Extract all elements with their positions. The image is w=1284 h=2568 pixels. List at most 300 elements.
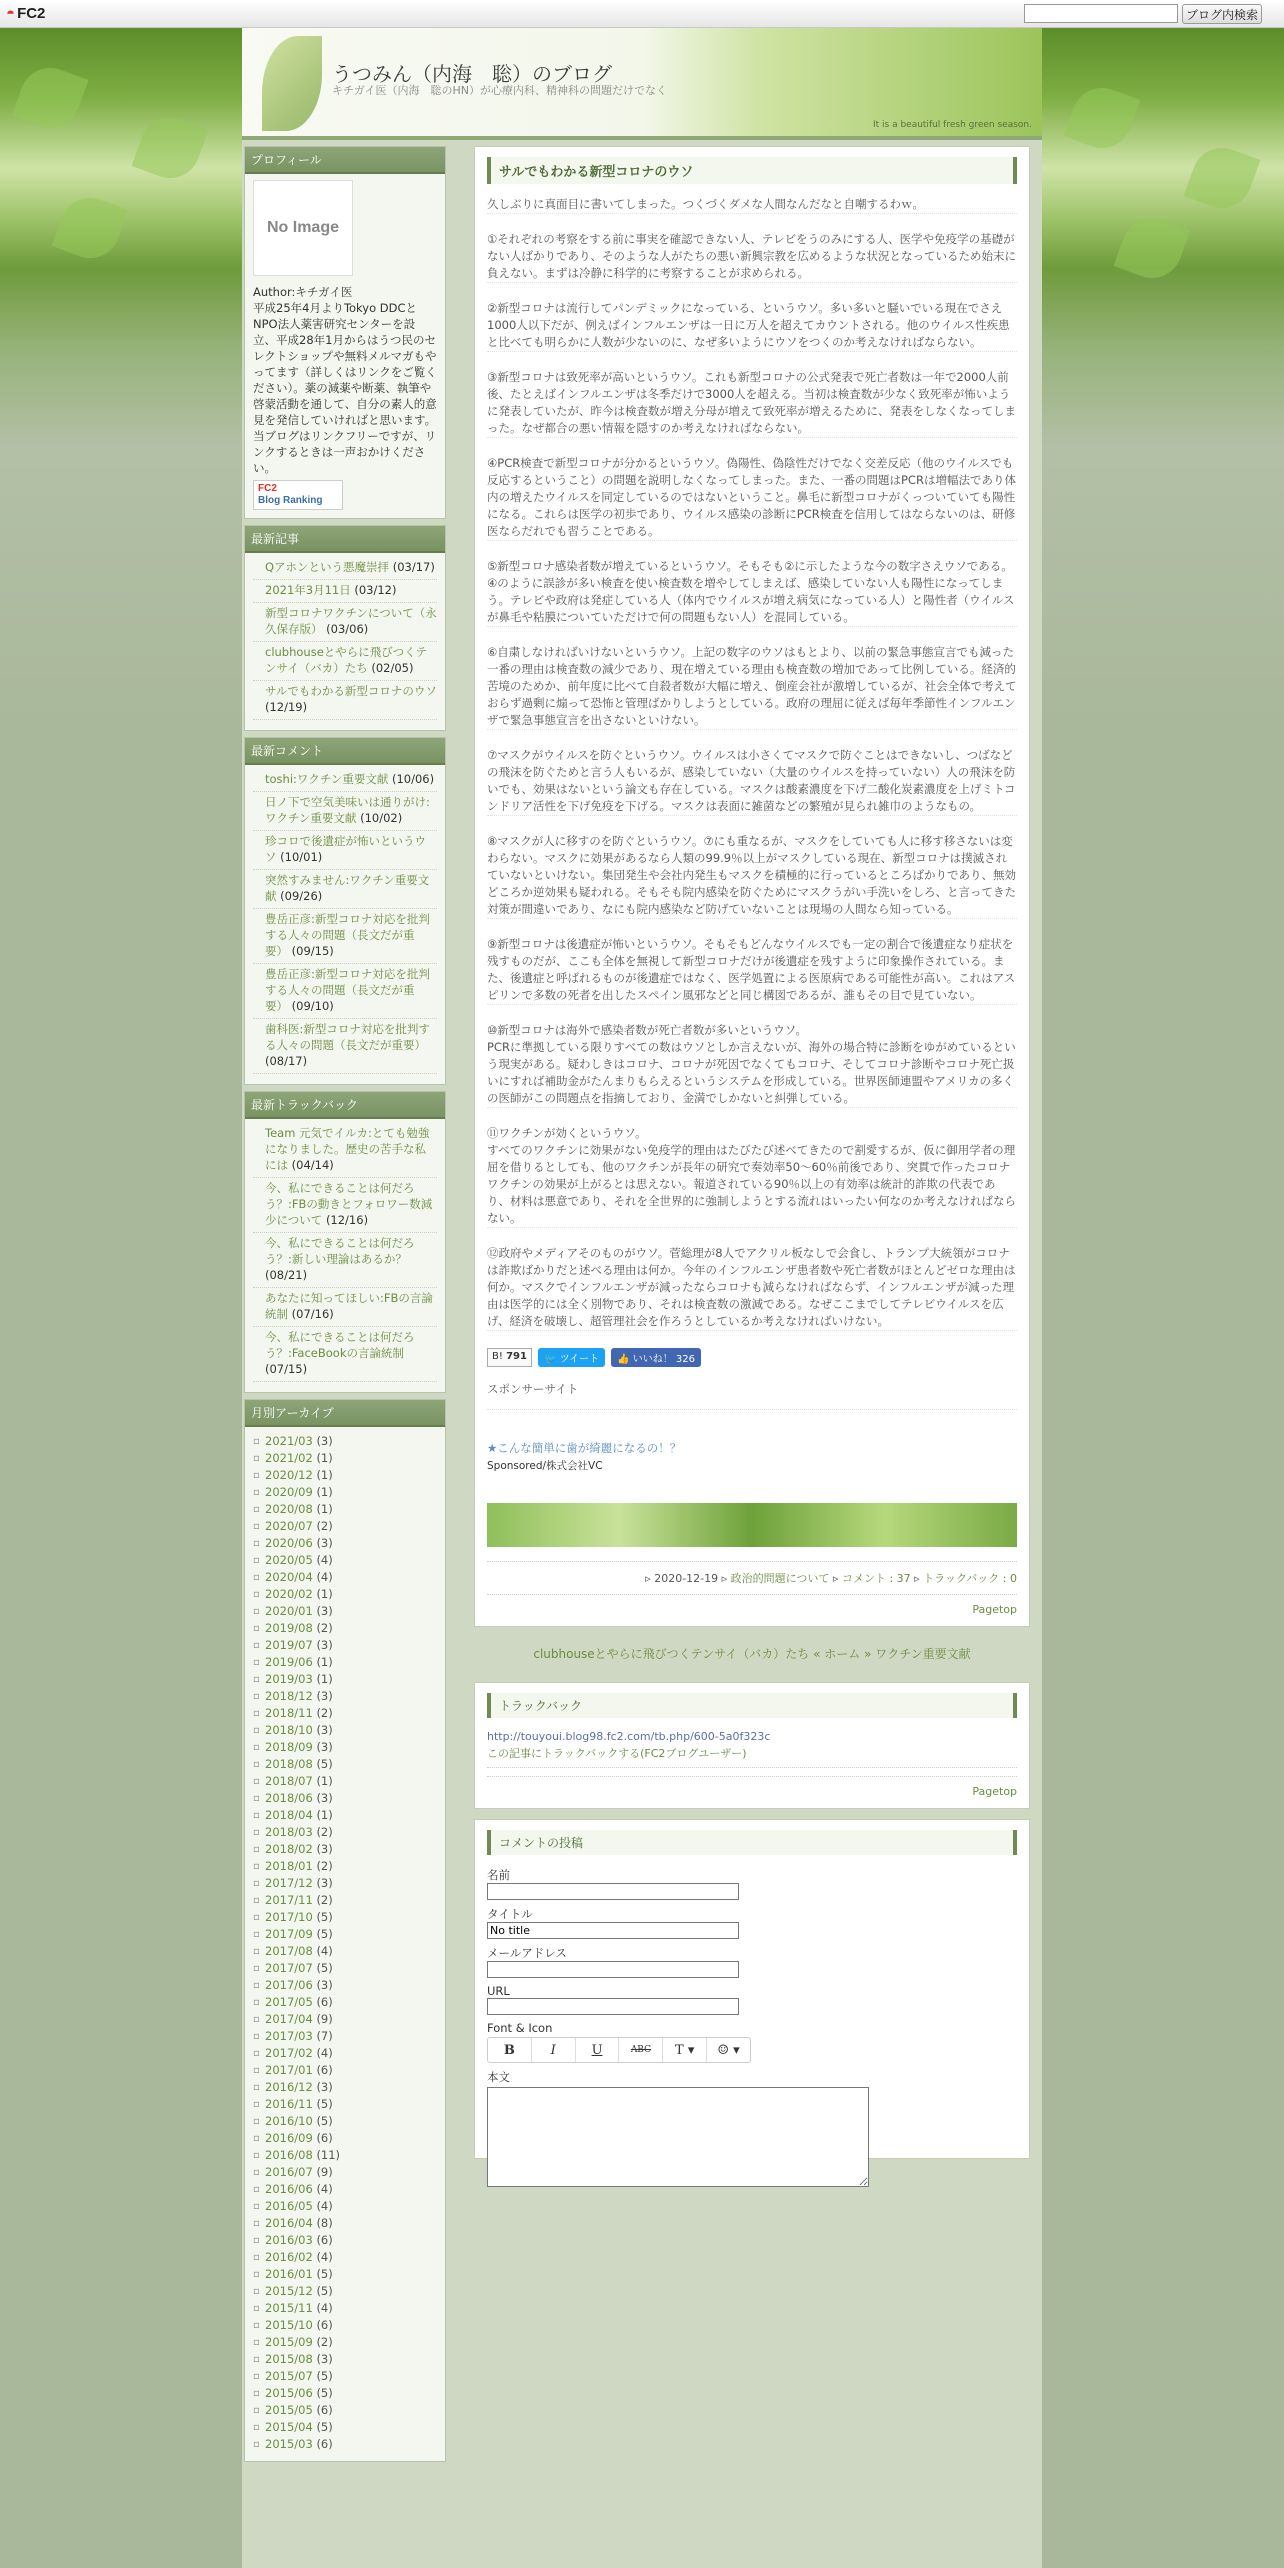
trackback-url[interactable]: http://touyoui.blog98.fc2.com/tb.php/600-5a0f323c (487, 1730, 771, 1743)
archive-month-link[interactable]: 2019/03 (265, 1672, 313, 1686)
archive-count: (5) (316, 2369, 333, 2383)
archive-month-link[interactable]: 2018/11 (265, 1706, 313, 1720)
list-item-link[interactable]: 突然すみません:ワクチン重要文献 (265, 873, 430, 903)
list-item (253, 771, 437, 792)
archive-count: (3) (316, 1876, 333, 1890)
archive-item (253, 2402, 437, 2419)
archive-count: (3) (316, 1723, 333, 1737)
archive-month-link[interactable]: 2019/06 (265, 1655, 313, 1669)
list-item-date: (03/17) (392, 560, 435, 574)
archive-item (253, 2113, 437, 2130)
archive-month-link[interactable]: 2016/03 (265, 2233, 313, 2247)
entry-title[interactable]: サルでもわかる新型コロナのウソ (487, 157, 1017, 184)
archive-month-link[interactable]: 2017/04 (265, 2012, 313, 2026)
header-note: It is a beautiful fresh green season. (872, 120, 1032, 130)
archive-item (253, 2079, 437, 2096)
archive-count: (7) (316, 2029, 333, 2043)
archive-month-link[interactable]: 2017/10 (265, 1910, 313, 1924)
archive-item (253, 2062, 437, 2079)
archive-count: (6) (316, 1995, 333, 2009)
list-item (253, 644, 437, 681)
archive-month-link[interactable]: 2018/06 (265, 1791, 313, 1805)
archive-month-link[interactable]: 2020/04 (265, 1570, 313, 1584)
archive-item (253, 2283, 437, 2300)
archive-item (253, 1790, 437, 1807)
list-item-date: (07/15) (265, 1362, 308, 1376)
archive-count: (2) (316, 1706, 333, 1720)
archive-month-link[interactable]: 2016/02 (265, 2250, 313, 2264)
list-item (253, 559, 437, 580)
archive-month-link[interactable]: 2015/04 (265, 2420, 313, 2434)
archive-count: (1) (316, 1587, 333, 1601)
archive-count: (6) (316, 2318, 333, 2332)
list-item (253, 911, 437, 964)
archive-month-link[interactable]: 2016/07 (265, 2165, 313, 2179)
archive-month-link[interactable]: 2018/08 (265, 1757, 313, 1771)
archive-item (253, 2300, 437, 2317)
archive-item (253, 2215, 437, 2232)
fc2-mark-icon: ◓ (6, 5, 16, 22)
list-item (253, 872, 437, 909)
archive-count: (6) (316, 2131, 333, 2145)
archive-month-link[interactable]: 2017/02 (265, 2046, 313, 2060)
archive-month-link[interactable]: 2018/01 (265, 1859, 313, 1873)
archive-month-link[interactable]: 2017/07 (265, 1961, 313, 1975)
list-item-date: (09/10) (291, 999, 334, 1013)
archive-count: (5) (316, 2097, 333, 2111)
archive-item (253, 2011, 437, 2028)
thumbs-up-icon: 👍 (617, 1354, 630, 1365)
archive-item (253, 1433, 437, 1450)
list-item-link[interactable]: Qアホンという悪魔崇拝 (265, 560, 390, 574)
prev-entry-link[interactable]: clubhouseとやらに飛びつくテンサイ（バカ）たち (533, 1647, 810, 1661)
entry-comments-link[interactable]: コメント : 37 (841, 1572, 911, 1585)
archive-count: (1) (316, 1808, 333, 1822)
archive-month-link[interactable]: 2017/03 (265, 2029, 313, 2043)
ranking-badge-top: FC2 (258, 483, 277, 494)
trackback-section (474, 1682, 1030, 1809)
list-item-date: (09/26) (280, 889, 323, 903)
archive-count: (1) (316, 1502, 333, 1516)
blog-title[interactable]: うつみん（内海 聡）のブログ (332, 62, 612, 86)
archive-count: (2) (316, 1893, 333, 1907)
strikethrough-button[interactable]: ABC (619, 2038, 663, 2062)
list-item-link[interactable]: 日ノ下で空気美味いは通りがけ:ワクチン重要文献 (265, 795, 430, 825)
entry-paragraph: ③新型コロナは致死率が高いというウソ。これも新型コロナの公式発表で死亡者数は一年で2000人前後、たとえばインフルエンザは冬季だけで3000人を超える。当初は検査数が少なく致死率が怖いように発表していたが、昨今は検査数が増え分母が増えて致死率が増えるために、発表をしなくなってしまった。なぜ都合の悪い情報を隠すのか考えなければならない。 (487, 369, 1017, 438)
ad-link[interactable]: ★こんな簡単に歯が綺麗になるの！？ (487, 1441, 682, 1455)
entry-paragraph: ⑤新型コロナ感染者数が増えているというウソ。そもそも②に示したような今の数字さえウソである。④のように誤診が多い検査を使い検査数を増やしてしまえば、感染していない人も陽性になってしまう。テレビや政府は発症している人（体内でウイルスが増え病気になっている人）と陽性者（ウイルスが鼻毛や粘膜についていただけで何の問題もない人）を混同している。 (487, 558, 1017, 627)
archive-month-link[interactable]: 2016/10 (265, 2114, 313, 2128)
list-item-link[interactable]: Team 元気でイルカ:とても勉強になりました。歴史の苦手な私には (265, 1126, 430, 1172)
archive-item (253, 1535, 437, 1552)
archive-month-link[interactable]: 2015/08 (265, 2352, 313, 2366)
archive-month-link[interactable]: 2016/08 (265, 2148, 313, 2162)
archive-count: (5) (316, 2284, 333, 2298)
bold-button[interactable]: B (488, 2038, 532, 2062)
archive-month-link[interactable]: 2015/06 (265, 2386, 313, 2400)
entry-date: 2020-12-19 (654, 1572, 719, 1585)
archive-count: (6) (316, 2403, 333, 2417)
archive-count: (6) (316, 2233, 333, 2247)
entry-paragraph: ⑥自粛しなければいけないというウソ。上記の数字のウソはもとより、以前の緊急事態宣言でも減った一番の理由は検査数の減少であり、現在増えている理由も検査数の増加であって比例している。経済的苦境のためか、前年度に比べて自殺者数が大幅に増え、倒産会社が激増しているが、社会全体で考えておらず過剰に煽って恐怖と管理ばかりしようとしている。政府の理屈に従えば毎年季節性インフルエンザで緊急事態宣言を出さないといけない。 (487, 644, 1017, 730)
list-item-link[interactable]: 今、私にできることは何だろう？:FBの動きとフォロワー数減少について (265, 1181, 433, 1227)
archive-list (253, 1433, 437, 2453)
blog-search-input[interactable] (1024, 4, 1178, 23)
archive-count: (1) (316, 1468, 333, 1482)
list-item-link[interactable]: 豊岳正彦:新型コロナ対応を批判する人々の問題（長文だが重要） (265, 912, 430, 958)
entry-paragraph: ④PCR検査で新型コロナが分かるというウソ。偽陽性、偽陰性だけでなく交差反応（他のウイルスでも反応するということ）の問題を説明しなくなってしまった。また、一番の問題はPCRは増幅法であり体内の増えたウイルスを同定しているのではないということ。鼻毛に新型コロナがくっついていても陽性になる。これらは医学の初歩であり、ウイルス感染の診断にPCR検査を信用してはならないのは、研修医ならだれでも習うことである。 (487, 455, 1017, 541)
list-item-link[interactable]: 新型コロナワクチンについて（永久保存版） (265, 606, 437, 636)
archive-count: (3) (316, 1536, 333, 1550)
archive-month-link[interactable]: 2018/02 (265, 1842, 313, 1856)
title-input[interactable] (487, 1922, 739, 1939)
archive-count: (1) (316, 1485, 333, 1499)
list-item (253, 683, 437, 720)
archive-item (253, 1960, 437, 1977)
archive-item (253, 1671, 437, 1688)
archive-month-link[interactable]: 2020/01 (265, 1604, 313, 1618)
archive-month-link[interactable]: 2016/12 (265, 2080, 313, 2094)
archive-count: (1) (316, 1672, 333, 1686)
format-toolbar (487, 2037, 751, 2063)
archive-month-link[interactable]: 2017/06 (265, 1978, 313, 1992)
archive-count: (1) (316, 1451, 333, 1465)
body-label: 本文 (487, 2070, 510, 2084)
archive-item (253, 1467, 437, 1484)
entry-paragraph: 久しぶりに真面目に書いてしまった。つくづくダメな人間なんだなと自嘲するわｗ。 (487, 196, 1017, 214)
blog-description: キチガイ医（内海 聡のHN）が心療内科、精神科の問題だけでなく (332, 84, 667, 97)
archive-item (253, 1926, 437, 1943)
archive-count: (5) (316, 1757, 333, 1771)
archive-month-link[interactable]: 2019/07 (265, 1638, 313, 1652)
list-item-date: (10/06) (391, 772, 435, 786)
list-item-date: (08/21) (265, 1268, 308, 1282)
ranking-badge-bottom: Blog Ranking (258, 495, 323, 506)
archive-count: (3) (316, 1978, 333, 1992)
archive-month-link[interactable]: 2021/03 (265, 1434, 313, 1448)
archive-count: (5) (316, 1927, 333, 1941)
list-item-date: (07/16) (291, 1307, 334, 1321)
archive-item (253, 2198, 437, 2215)
emoji-dropdown[interactable]: ☺ ▾ (717, 2042, 740, 2058)
archive-count: (8) (316, 2216, 333, 2230)
archive-item (253, 1739, 437, 1756)
entry-paragraph: ⑨新型コロナは後遺症が怖いというウソ。そもそもどんなウイルスでも一定の割合で後遺症なり症状を残すものだが、ここも全体を無視して新型コロナだけが後遺症を残すように印象操作されている。また、後遺症と呼ばれるものが後遺症ではなく、医学処置による医原病である可能性が高い。これはアスピリンで多数の死者を出したスペイン風邪などと同じ構図であるが、誰もその目で見ていない。 (487, 936, 1017, 1005)
archive-month-link[interactable]: 2018/04 (265, 1808, 313, 1822)
list-item-link[interactable]: 2021年3月11日 (265, 583, 351, 597)
archive-month-link[interactable]: 2016/06 (265, 2182, 313, 2196)
entry-paragraph: ⑦マスクがウイルスを防ぐというウソ。ウイルスは小さくてマスクで防ぐことはできないし、つばなどの飛沫を防ぐためと言う人もいるが、感染していない（大量のウイルスを持っていない）人の飛沫を防いでも、効果はないという論文も存在している。マスクは酸素濃度を下げ二酸化炭素濃度を上げミトコンドリア活性を下げ免疫を下げる。マスクは表面に雑菌などの繁殖が見られ雑巾のようなもの。 (487, 747, 1017, 816)
archive-item (253, 2096, 437, 2113)
list-item-link[interactable]: 珍コロで後遺症が怖いというウソ (265, 834, 426, 864)
archive-count: (3) (316, 1740, 333, 1754)
archive-item (253, 2385, 437, 2402)
list-item (253, 1180, 437, 1233)
archive-count: (9) (316, 2012, 333, 2026)
entry-pager: clubhouseとやらに飛びつくテンサイ（バカ）たち « ホーム » ワクチン重要文献 (533, 1647, 971, 1661)
archive-item (253, 2351, 437, 2368)
archive-month-link[interactable]: 2020/02 (265, 1587, 313, 1601)
recent-posts-list (253, 559, 437, 720)
url-label: URL (487, 1984, 510, 1998)
comment-form (474, 1819, 1030, 2159)
archive-month-link[interactable]: 2015/11 (265, 2301, 313, 2315)
archive-item (253, 2317, 437, 2334)
archive-month-link[interactable]: 2015/12 (265, 2284, 313, 2298)
list-item (253, 582, 437, 603)
list-item-date: (12/16) (325, 1213, 369, 1227)
right-leaf-background (1042, 28, 1284, 2568)
archive-item (253, 1688, 437, 1705)
archive-item (253, 2232, 437, 2249)
fc2-logo-text: FC2 (17, 5, 46, 22)
archive-item (253, 1518, 437, 1535)
archive-count: (1) (316, 1774, 333, 1788)
archive-item (253, 1875, 437, 1892)
email-label: メールアドレス (487, 1946, 567, 1960)
trackback-title: トラックバック (487, 1693, 1017, 1718)
archive-count: (4) (316, 2046, 333, 2060)
archive-month-link[interactable]: 2018/07 (265, 1774, 313, 1788)
italic-button[interactable]: I (532, 2038, 576, 2062)
ad-sponsor: Sponsored/株式会社VC (487, 1460, 603, 1472)
archive-item (253, 2249, 437, 2266)
pagetop-link[interactable]: Pagetop (487, 1776, 1017, 1798)
list-item-link[interactable]: clubhouseとやらに飛びつくテンサイ（バカ）たち (265, 645, 428, 675)
archive-month-link[interactable]: 2016/01 (265, 2267, 313, 2281)
archive-item (253, 1824, 437, 1841)
plugin-title: プロフィール (245, 147, 445, 174)
list-item (253, 1329, 437, 1382)
sidebar (244, 146, 446, 2468)
archive-item (253, 1705, 437, 1722)
entry-paragraph: ⑫政府やメディアそのものがウソ。菅総理が8人でアクリル板なしで会食し、トランプ大統領がコロナは詐欺ばかりだと述べる理由は何か。今年のインフルエンザ患者数や死亡者数がほとんどゼロな理由は何か。マスクでインフルエンザが減ったならコロナも減らなければならず、インフルエンザが減った理由は医学的には全く別物であり、それは検査数の激減である。なぜここまでしてテレビウイルスを広げ、経済を破壊し、超管理社会を作ろうとしているか考えなければいけない。 (487, 1245, 1017, 1331)
archive-item (253, 1637, 437, 1654)
pagetop-link[interactable]: Pagetop (487, 1594, 1017, 1616)
archive-month-link[interactable]: 2015/03 (265, 2437, 313, 2451)
archive-item (253, 1620, 437, 1637)
archive-month-link[interactable]: 2020/06 (265, 1536, 313, 1550)
archive-month-link[interactable]: 2015/07 (265, 2369, 313, 2383)
left-leaf-background (0, 28, 242, 2568)
entry-footer: ▹ 2020-12-19 ▹ 政治的問題について ▹ コメント : 37 ▹ トラックバック : 0 (487, 1561, 1017, 1586)
archive-count: (6) (316, 2063, 333, 2077)
like-label: いいね！ 326 (632, 1354, 695, 1365)
list-item-link[interactable]: 歯科医:新型コロナ対応を批判する人々の問題（長文だが重要） (265, 1022, 430, 1052)
archive-count: (11) (316, 2148, 341, 2162)
archive-count: (2) (316, 1825, 333, 1839)
archive-item (253, 1569, 437, 1586)
list-item-link[interactable]: 豊岳正彦:新型コロナ対応を批判する人々の問題（長文だが重要） (265, 967, 430, 1013)
archive-item (253, 1841, 437, 1858)
profile-image: No Image (253, 180, 353, 276)
archive-month-link[interactable]: 2018/09 (265, 1740, 313, 1754)
archive-count: (3) (316, 2352, 333, 2366)
archive-item (253, 1892, 437, 1909)
list-item (253, 1021, 437, 1074)
list-item (253, 1290, 437, 1327)
comment-form-title: コメントの投稿 (487, 1830, 1017, 1855)
archive-item (253, 1943, 437, 1960)
list-item (253, 794, 437, 831)
archive-count: (9) (316, 2165, 333, 2179)
twitter-bird-icon: 🐦 (543, 1354, 557, 1365)
name-label: 名前 (487, 1868, 510, 1882)
list-item-date: (02/05) (371, 661, 414, 675)
list-item (253, 1235, 437, 1288)
archive-item (253, 2266, 437, 2283)
list-item (253, 605, 437, 642)
archive-month-link[interactable]: 2017/08 (265, 1944, 313, 1958)
archive-count: (1) (316, 1655, 333, 1669)
archive-item (253, 1977, 437, 1994)
url-input[interactable] (487, 1998, 739, 2015)
archive-item (253, 1552, 437, 1569)
archive-month-link[interactable]: 2017/05 (265, 1995, 313, 2009)
archive-item (253, 2436, 437, 2453)
fc2-logo[interactable] (6, 5, 45, 22)
archive-month-link[interactable]: 2020/12 (265, 1468, 313, 1482)
archive-item (253, 1603, 437, 1620)
entry (474, 146, 1030, 1627)
list-item (253, 833, 437, 870)
archive-month-link[interactable]: 2021/02 (265, 1451, 313, 1465)
email-input[interactable] (487, 1961, 739, 1978)
archive-item (253, 2368, 437, 2385)
recent-trackbacks-list (253, 1125, 437, 1382)
list-item (253, 1125, 437, 1178)
archive-item (253, 1501, 437, 1518)
fc2-topbar (0, 0, 1284, 28)
list-item-link[interactable]: toshi:ワクチン重要文献 (265, 772, 389, 786)
archive-month-link[interactable]: 2019/08 (265, 1621, 313, 1635)
archive-month-link[interactable]: 2020/05 (265, 1553, 313, 1567)
home-link[interactable]: ホーム (824, 1647, 861, 1661)
archives-plugin (244, 1399, 446, 2462)
archive-count: (5) (316, 1961, 333, 1975)
archive-item (253, 2130, 437, 2147)
archive-item (253, 1586, 437, 1603)
archive-count: (3) (316, 1791, 333, 1805)
entry-trackbacks-link[interactable]: トラックバック : 0 (923, 1572, 1017, 1585)
list-item-date: (09/15) (291, 944, 334, 958)
name-input[interactable] (487, 1883, 739, 1900)
list-item-link[interactable]: 今、私にできることは何だろう？:FaceBookの言論統制 (265, 1330, 415, 1360)
blog-ranking-badge[interactable] (253, 480, 343, 510)
archive-month-link[interactable]: 2018/10 (265, 1723, 313, 1737)
plugin-title: 月別アーカイブ (245, 1400, 445, 1427)
archive-count: (3) (316, 1638, 333, 1652)
archive-item (253, 1450, 437, 1467)
tweet-button[interactable] (538, 1348, 605, 1367)
archive-count: (3) (316, 1689, 333, 1703)
archive-month-link[interactable]: 2016/11 (265, 2097, 313, 2111)
header-leaf-icon (262, 36, 322, 131)
archive-item (253, 1756, 437, 1773)
archive-count: (4) (316, 1553, 333, 1567)
list-item (253, 966, 437, 1019)
archive-count: (4) (316, 1944, 333, 1958)
archive-count: (2) (316, 1519, 333, 1533)
archive-month-link[interactable]: 2020/09 (265, 1485, 313, 1499)
archive-month-link[interactable]: 2016/04 (265, 2216, 313, 2230)
archive-month-link[interactable]: 2017/11 (265, 1893, 313, 1907)
archive-item (253, 2164, 437, 2181)
list-item-date: (12/19) (265, 700, 308, 714)
comment-body-textarea[interactable] (487, 2087, 869, 2187)
list-item-link[interactable]: サルでもわかる新型コロナのウソ (265, 684, 437, 698)
hatena-count: 791 (506, 1351, 527, 1362)
profile-text: Author:キチガイ医 平成25年4月よりTokyo DDCとNPO法人薬害研究センターを設立、平成28年1月からはうつ民のセレクトショップや無料メルマガもやってます（詳しくはリンクをご覧ください）。薬の減薬や断薬、執筆や啓蒙活動を通して、自分の素人的意見を発信していければと思います。当ブログはリンクフリーですが、リンクするときは一声おかけください。 (253, 285, 437, 475)
archive-count: (5) (316, 2267, 333, 2281)
sponsor-heading: スポンサーサイト (487, 1381, 1017, 1410)
main-column (474, 146, 1030, 2169)
archive-count: (6) (316, 2437, 333, 2451)
archive-count: (4) (316, 1570, 333, 1584)
blog-header (242, 28, 1042, 140)
list-item-link[interactable]: あなたに知ってほしい:FBの言論統制 (265, 1291, 433, 1321)
archive-count: (4) (316, 2250, 333, 2264)
trackback-fc2-link[interactable]: この記事にトラックバックする(FC2ブログユーザー) (487, 1745, 1017, 1768)
ad-banner[interactable] (487, 1503, 1017, 1547)
archive-count: (3) (316, 1842, 333, 1856)
archive-month-link[interactable]: 2015/10 (265, 2318, 313, 2332)
archive-item (253, 1994, 437, 2011)
archive-month-link[interactable]: 2016/09 (265, 2131, 313, 2145)
archive-item (253, 1484, 437, 1501)
archive-month-link[interactable]: 2017/09 (265, 1927, 313, 1941)
archive-item (253, 1807, 437, 1824)
archive-item (253, 1654, 437, 1671)
archive-month-link[interactable]: 2016/05 (265, 2199, 313, 2213)
recent-comments-plugin (244, 737, 446, 1085)
archive-item (253, 2419, 437, 2436)
list-item-date: (08/17) (265, 1054, 308, 1068)
archive-month-link[interactable]: 2017/12 (265, 1876, 313, 1890)
list-item-link[interactable]: 今、私にできることは何だろう？:新しい理論はあるか？ (265, 1236, 415, 1266)
page-container (242, 28, 1042, 2568)
font-icon-label: Font & Icon (487, 2021, 553, 2035)
archive-item (253, 2045, 437, 2062)
archive-month-link[interactable]: 2015/09 (265, 2335, 313, 2349)
archive-count: (4) (316, 2182, 333, 2196)
archive-month-link[interactable]: 2018/12 (265, 1689, 313, 1703)
entry-paragraph: ①それぞれの考察をする前に事実を確認できない人、テレビをうのみにする人、医学や免疫学の基礎がない人ばかりであり、そのような人がたちの悪い新興宗教を広めるような状況となっているため始末に負えない。まずは冷静に科学的に考察することが求められる。 (487, 231, 1017, 283)
archive-item (253, 1858, 437, 1875)
hatena-bookmark-button[interactable]: B! 791 (487, 1348, 532, 1367)
facebook-like-button[interactable] (611, 1348, 701, 1367)
list-item-date: (10/02) (360, 811, 403, 825)
archive-month-link[interactable]: 2020/08 (265, 1502, 313, 1516)
archive-month-link[interactable]: 2015/05 (265, 2403, 313, 2417)
list-item-date: (10/01) (280, 850, 323, 864)
archive-item (253, 1773, 437, 1790)
archive-count: (5) (316, 2386, 333, 2400)
text-style-dropdown[interactable]: T ▾ (663, 2038, 707, 2062)
plugin-title: 最新コメント (245, 738, 445, 765)
archive-month-link[interactable]: 2018/03 (265, 1825, 313, 1839)
blog-search-button[interactable]: ブログ内検索 (1182, 4, 1262, 24)
archive-count: (5) (316, 2420, 333, 2434)
archive-month-link[interactable]: 2020/07 (265, 1519, 313, 1533)
archive-item (253, 2334, 437, 2351)
underline-button[interactable]: U (576, 2038, 620, 2062)
next-entry-link[interactable]: ワクチン重要文献 (875, 1647, 971, 1661)
share-buttons (487, 1348, 1017, 1367)
archive-count: (2) (316, 2335, 333, 2349)
entry-category-link[interactable]: 政治的問題について (730, 1572, 830, 1585)
archive-month-link[interactable]: 2017/01 (265, 2063, 313, 2077)
